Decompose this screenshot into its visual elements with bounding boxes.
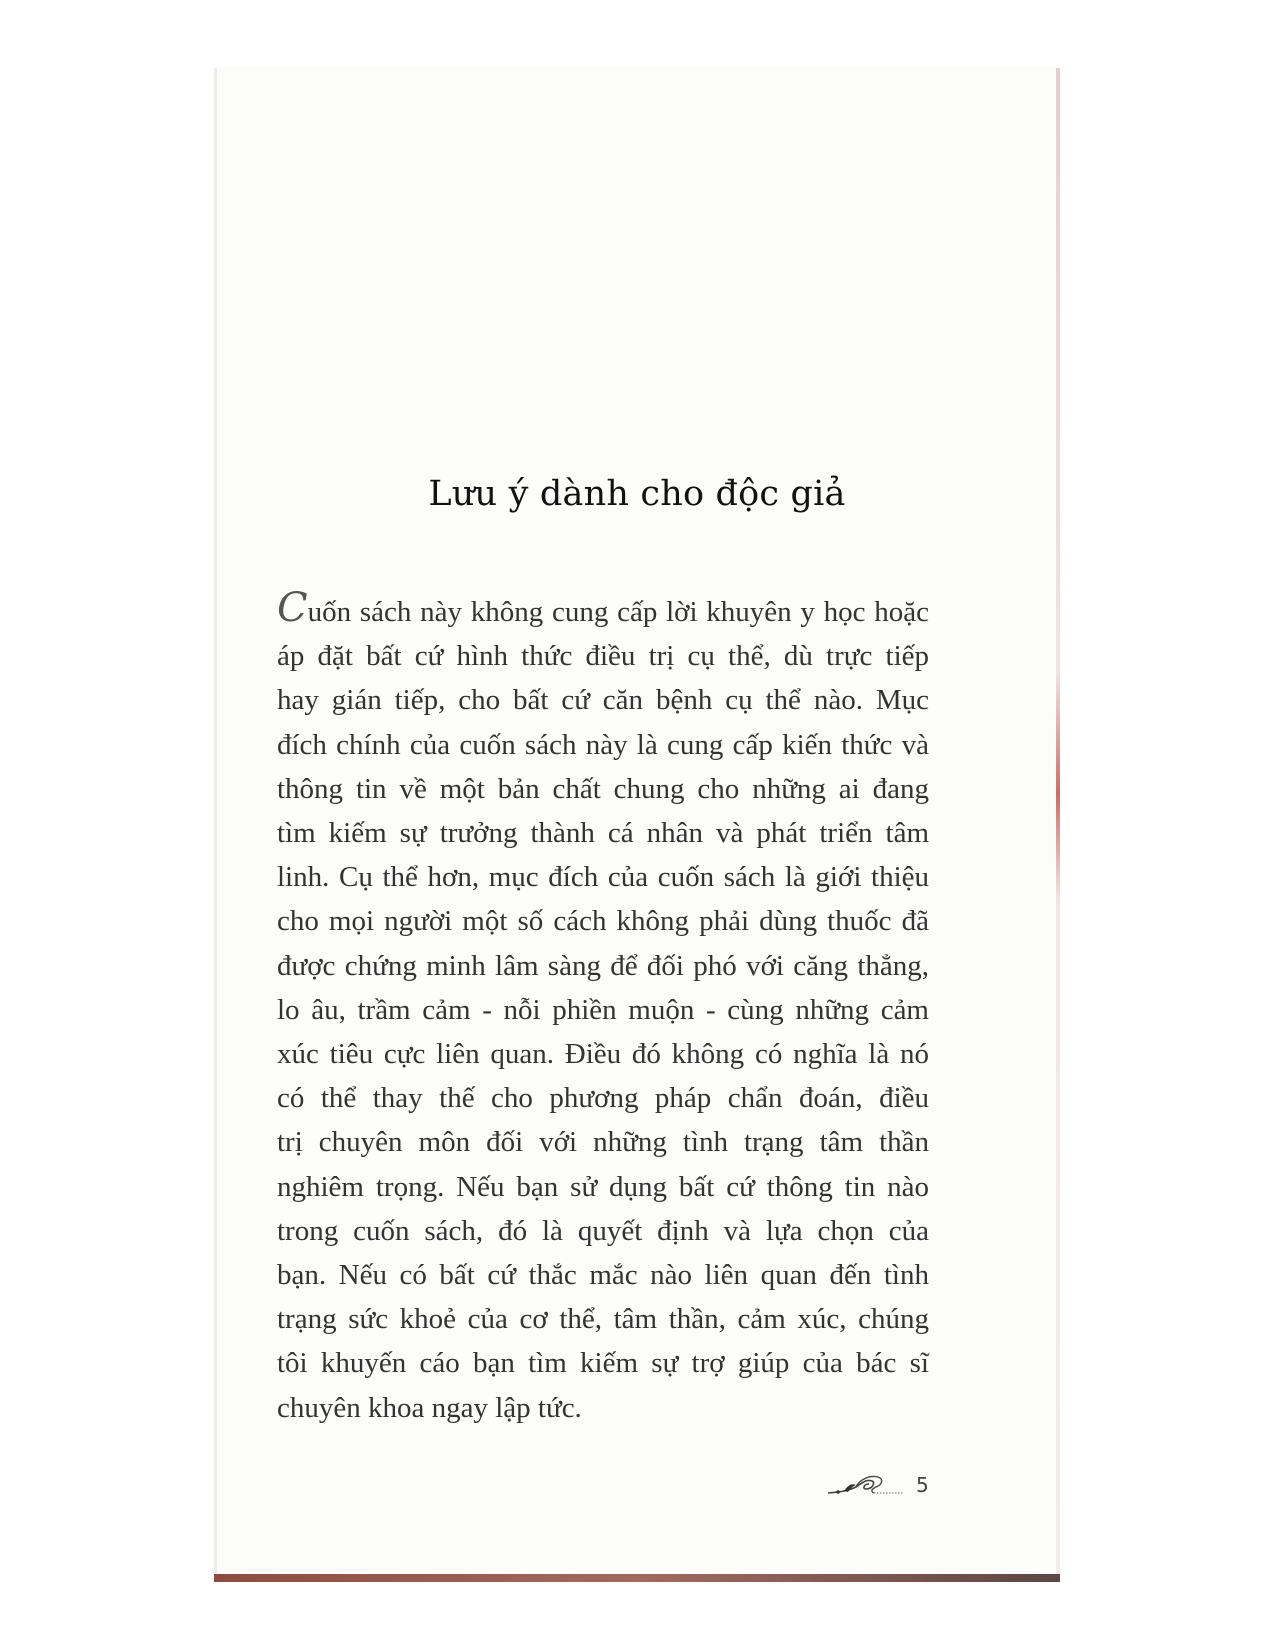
page-right-edge	[1056, 68, 1060, 1580]
paragraph-line: trị chuyên môn đối với những tình trạng tâm thần	[277, 1126, 929, 1159]
paragraph-line-last: chuyên khoa ngay lập tức.	[277, 1391, 582, 1424]
paragraph-line: cho mọi người một số cách không phải dùng thuốc đã	[277, 905, 929, 938]
paragraph-line: đích chính của cuốn sách này là cung cấp kiến thức và	[277, 728, 929, 761]
paragraph-line: lo âu, trầm cảm - nỗi phiền muộn - cùng những cảm	[277, 993, 929, 1026]
paragraph-line: áp đặt bất cứ hình thức điều trị cụ thể, dù trực tiếp	[277, 640, 929, 673]
paragraph-line-text: uốn sách này không cung cấp lời khuyên y học hoặc	[307, 596, 929, 628]
flourish-ornament-icon	[826, 1471, 906, 1499]
paragraph-line: được chứng minh lâm sàng để đối phó với căng thẳng,	[277, 949, 929, 982]
paragraph-line: trong cuốn sách, đó là quyết định và lựa chọn của	[277, 1214, 929, 1247]
paragraph-line: tôi khuyến cáo bạn tìm kiếm sự trợ giúp của bác sĩ	[277, 1347, 929, 1380]
page-title: Lưu ý dành cho độc giả	[428, 474, 846, 514]
page-bottom-edge	[214, 1574, 1060, 1582]
drop-cap: C	[277, 585, 308, 631]
paragraph-line: linh. Cụ thể hơn, mục đích của cuốn sách là giới thiệu	[277, 861, 929, 894]
page-number: 5	[916, 1473, 929, 1497]
paragraph-line: có thể thay thế cho phương pháp chẩn đoán, điều	[277, 1082, 929, 1115]
paragraph-line: trạng sức khoẻ của cơ thể, tâm thần, cảm xúc, chúng	[277, 1303, 929, 1336]
paragraph-line: tìm kiếm sự trưởng thành cá nhân và phát triển tâm	[277, 817, 929, 850]
paragraph-line: bạn. Nếu có bất cứ thắc mắc nào liên quan đến tình	[277, 1259, 929, 1292]
page-footer	[826, 1469, 929, 1501]
paragraph-line: nghiêm trọng. Nếu bạn sử dụng bất cứ thông tin nào	[277, 1170, 929, 1203]
paragraph-line: hay gián tiếp, cho bất cứ căn bệnh cụ thể nào. Mục	[277, 684, 929, 717]
page-left-shade	[214, 68, 217, 1580]
body-paragraph	[277, 585, 929, 1430]
paragraph-line	[277, 585, 929, 634]
paragraph-line: thông tin về một bản chất chung cho những ai đang	[277, 772, 929, 805]
paragraph-line: xúc tiêu cực liên quan. Điều đó không có nghĩa là nó	[277, 1038, 929, 1071]
